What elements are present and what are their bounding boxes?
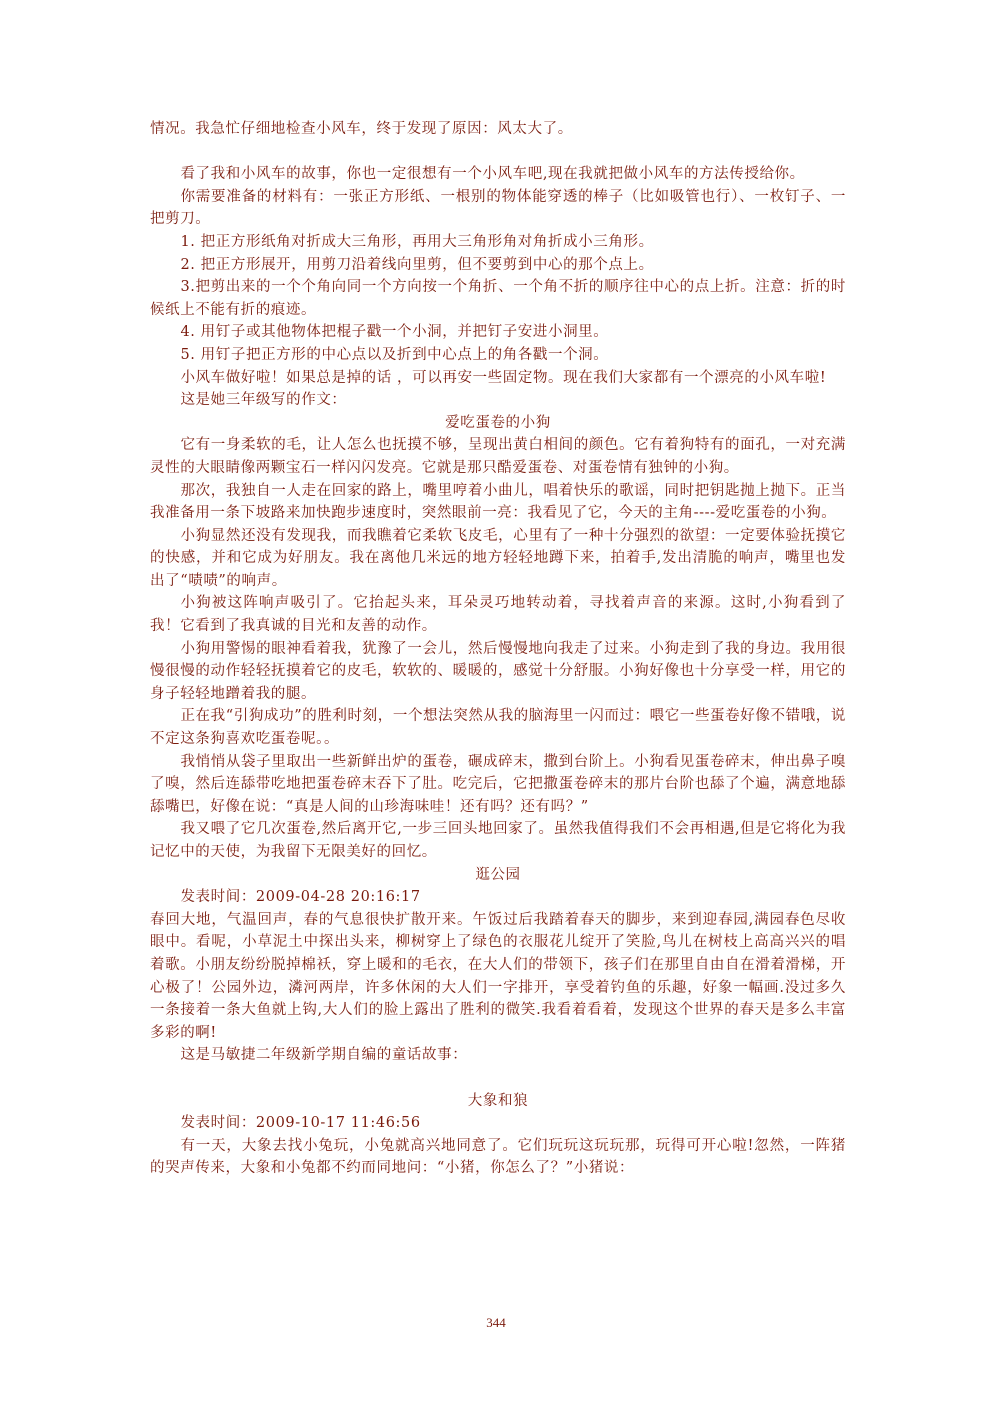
paragraph: 正在我“引狗成功”的胜利时刻，一个想法突然从我的脑海里一闪而过：喂它一些蛋卷好像不错哦，说不定这条狗喜欢吃蛋卷呢。。 [150, 708, 846, 748]
paragraph: 小狗用警惕的眼神看着我，犹豫了一会儿，然后慢慢地向我走了过来。小狗走到了我的身边。我用很慢很慢的动作轻轻抚摸着它的皮毛，软软的、暖暖的，感觉十分舒服。小狗好像也十分享受一样，用它的身子轻轻地蹭着我的腿。 [150, 640, 846, 702]
step-1: 1. 把正方形纸角对折成大三角形，再用大三角形角对角折成小三角形。 [180, 233, 654, 250]
paragraph-materials: 你需要准备的材料有：一张正方形纸、一根别的物体能穿透的棒子（比如吸管也行）、一枚钉子、一把剪刀。 [150, 188, 846, 228]
page-number: 344 [486, 1315, 506, 1330]
paragraph: 它有一身柔软的毛，让人怎么也抚摸不够，呈现出黄白相间的颜色。它有着狗特有的面孔，一对充满灵性的大眼睛像两颗宝石一样闪闪发亮。它就是那只酷爱蛋卷、对蛋卷情有独钟的小狗。 [150, 437, 846, 476]
paragraph-intro: 这是马敏捷二年级新学期自编的童话故事： [180, 1047, 468, 1064]
paragraph-continuation: 情况。我急忙仔细地检查小风车，终于发现了原因：风太大了。 [150, 121, 573, 137]
document-body [150, 118, 846, 1180]
paragraph: 那次，我独自一人走在回家的路上，嘴里哼着小曲儿，唱着快乐的歌谣，同时把钥匙抛上抛下。正当我准备用一条下坡路来加快跑步速度时，突然眼前一亮：我看见了它，今天的主角----爱吃蛋卷的小狗。 [150, 482, 846, 522]
step-5: 5. 用钉子把正方形的中心点以及折到中心点上的角各戳一个洞。 [180, 346, 609, 363]
paragraph: 小风车做好啦！如果总是掉的话 ，可以再安一些固定物。现在我们大家都有一个漂亮的小风车啦! [180, 369, 827, 386]
paragraph: 有一天，大象去找小兔玩，小兔就高兴地同意了。它们玩玩这玩玩那，玩得可开心啦!忽然，一阵猪的哭声传来，大象和小兔都不约而同地问：“小猪，你怎么了？”小猪说： [150, 1137, 846, 1177]
paragraph: 看了我和小风车的故事，你也一定很想有一个小风车吧,现在我就把做小风车的方法传授给你。 [180, 166, 805, 183]
essay-title: 大象和狼 [467, 1092, 529, 1109]
publish-time: 发表时间：2009-10-17 11:46:56 [180, 1115, 421, 1132]
paragraph: 小狗被这阵响声吸引了。它抬起头来，耳朵灵巧地转动着，寻找着声音的来源。这时,小狗看到了我！它看到了我真诚的目光和友善的动作。 [150, 595, 846, 635]
essay-title: 逛公园 [475, 866, 521, 883]
step-4: 4. 用钉子或其他物体把棍子戳一个小洞，并把钉子安进小洞里。 [180, 324, 609, 341]
publish-time: 发表时间：2009-04-28 20:16:17 [180, 889, 421, 906]
paragraph: 春回大地，气温回声，春的气息很快扩散开来。午饭过后我踏着春天的脚步，来到迎春园,满园春色尽收眼中。看呢，小草泥土中探出头来，柳树穿上了绿色的衣服花儿绽开了笑脸,鸟儿在树枝上高高兴兴的唱着歌。小朋友纷纷脱掉棉袄，穿上暖和的毛衣，在大人们的带领下，孩子们在那里自由自在滑着滑梯，开心极了！公园外边，潾河两岸，许多休闲的大人们一字排开，享受着钓鱼的乐趣，好象一幅画.没过多久一条接着一条大鱼就上钩,大人们的脸上露出了胜利的微笑.我看着看着，发现这个世界的春天是多么丰富多彩的啊! [150, 911, 846, 1041]
step-2: 2. 把正方形展开，用剪刀沿着线向里剪，但不要剪到中心的那个点上。 [180, 256, 654, 273]
step-3: 3.把剪出来的一个个角向同一个方向按一个角折、一个角不折的顺序往中心的点上折。注意：折的时候纸上不能有折的痕迹。 [150, 279, 846, 318]
paragraph-intro: 这是她三年级写的作文： [180, 392, 347, 409]
paragraph: 小狗显然还没有发现我，而我瞧着它柔软飞皮毛，心里有了一种十分强烈的欲望：一定要体验抚摸它的快感，并和它成为好朋友。我在离他几米远的地方轻轻地蹲下来，拍着手,发出清脆的响声，嘴里也发出了“啧啧”的响声。 [150, 527, 846, 589]
spacer [150, 141, 846, 164]
paragraph: 我悄悄从袋子里取出一些新鲜出炉的蛋卷，碾成碎末，撒到台阶上。小狗看见蛋卷碎末，伸出鼻子嗅了嗅，然后连舔带吃地把蛋卷碎末吞下了肚。吃完后，它把撒蛋卷碎末的那片台阶也舔了个遍，满意地舔舔嘴巴，好像在说：“真是人间的山珍海味哇！还有吗？还有吗？” [150, 753, 846, 815]
spacer [150, 1067, 846, 1090]
paragraph: 我又喂了它几次蛋卷,然后离开它,一步三回头地回家了。虽然我值得我们不会再相遇,但是它将化为我记忆中的天使，为我留下无限美好的回忆。 [150, 821, 846, 860]
essay-title: 爱吃蛋卷的小狗 [445, 414, 551, 431]
